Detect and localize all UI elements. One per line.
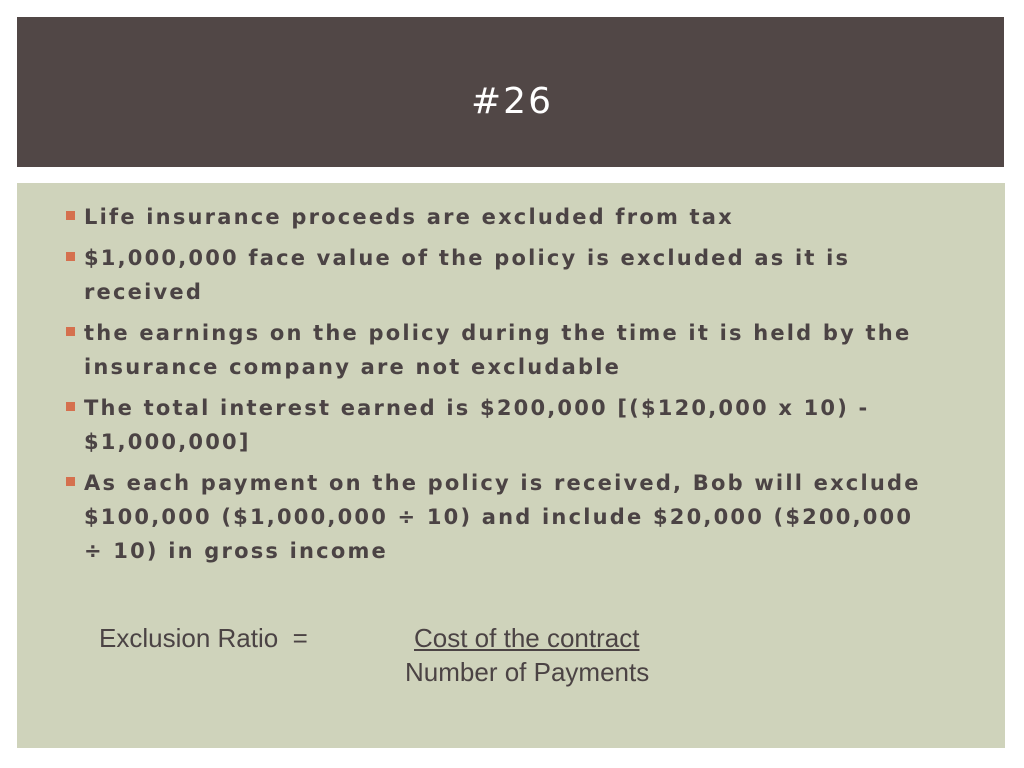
bullet-text: the earnings on the policy during the time it is held by the insurance company are not excludable xyxy=(84,321,912,379)
exclusion-ratio-denominator: Number of Payments xyxy=(405,657,650,687)
bullet-list xyxy=(66,200,936,575)
exclusion-ratio-label: Exclusion Ratio = xyxy=(99,623,308,653)
bullet-item xyxy=(66,391,936,459)
bullet-item xyxy=(66,316,936,384)
bullet-text: The total interest earned is $200,000 [($120,000 x 10) - $1,000,000] xyxy=(84,396,870,454)
exclusion-ratio-numerator: Cost of the contract xyxy=(414,623,640,653)
bullet-item xyxy=(66,466,936,568)
bullet-text: As each payment on the policy is received, Bob will exclude $100,000 ($1,000,000 ÷ 10) and include $20,000 ($200,000 ÷ 10) in gross income xyxy=(84,471,921,563)
bullet-text: Life insurance proceeds are excluded from tax xyxy=(84,205,734,229)
bullet-square-icon xyxy=(66,327,75,336)
slide-title: #26 xyxy=(471,81,553,122)
bullet-item xyxy=(66,241,936,309)
bullet-square-icon xyxy=(66,477,75,486)
bullet-square-icon xyxy=(66,402,75,411)
bullet-text: $1,000,000 face value of the policy is excluded as it is received xyxy=(84,246,851,304)
bullet-square-icon xyxy=(66,211,75,220)
bullet-square-icon xyxy=(66,252,75,261)
bullet-item xyxy=(66,200,936,234)
